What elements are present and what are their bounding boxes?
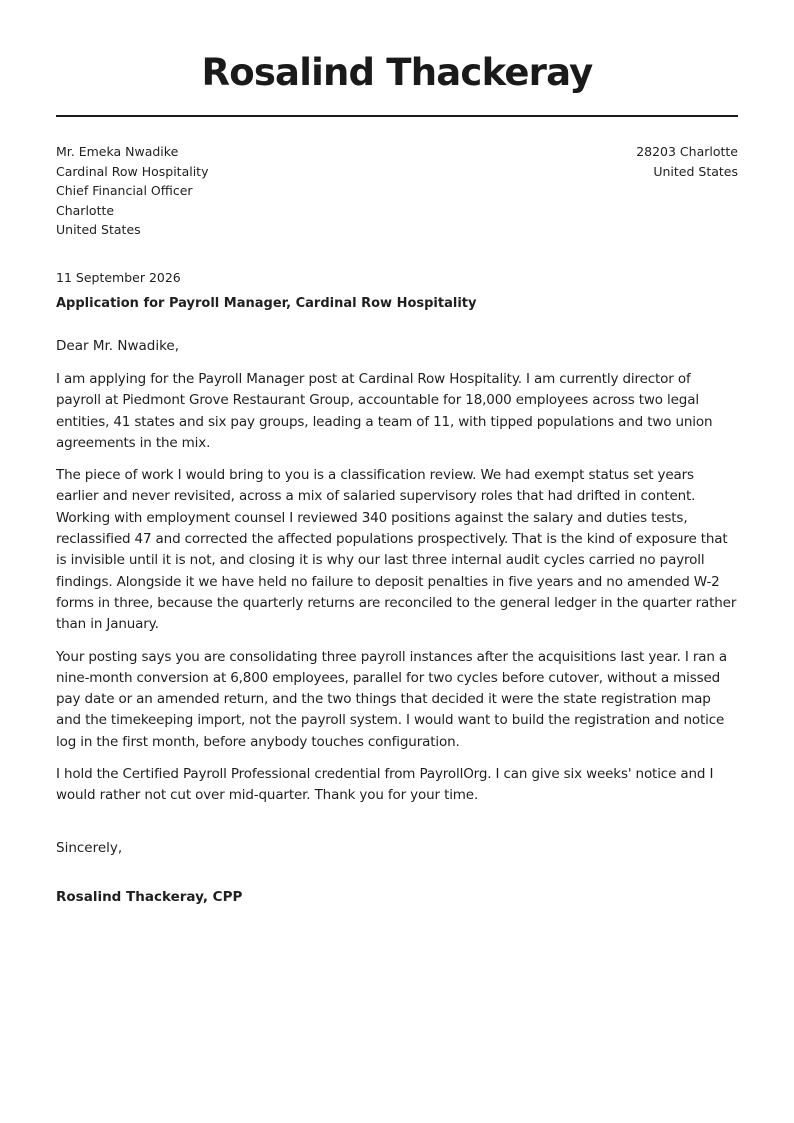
body-paragraph-4: I hold the Certified Payroll Professional credential from PayrollOrg. I can give six weeks' notice and I would rather not cut over mid-quarter. Thank you for your time.	[56, 766, 714, 804]
address-block	[56, 142, 738, 240]
letter-date: 11 September 2026	[56, 269, 181, 285]
recipient-address	[56, 142, 208, 240]
letter-body	[56, 369, 738, 807]
sender-postal-city: 28203 Charlotte	[636, 144, 738, 159]
body-paragraph-1: I am applying for the Payroll Manager post at Cardinal Row Hospitality. I am currently director of payroll at Piedmont Grove Restaurant Group, accountable for 18,000 employees across two legal entities, 41 states and six pay groups, leading a team of 11, with tipped populations and two union agreements in the mix.	[56, 370, 713, 451]
recipient-title: Chief Financial Officer	[56, 183, 193, 199]
salutation: Dear Mr. Nwadike,	[56, 337, 180, 354]
recipient-city: Charlotte	[56, 202, 115, 218]
sender-address	[636, 142, 738, 240]
closing: Sincerely,	[56, 839, 123, 856]
recipient-name: Mr. Emeka Nwadike	[56, 144, 179, 159]
signature: Rosalind Thackeray, CPP	[56, 888, 243, 905]
letter-subject: Application for Payroll Manager, Cardinal Row Hospitality	[56, 295, 477, 311]
header-divider	[56, 115, 738, 117]
applicant-name-heading: Rosalind Thackeray	[201, 51, 593, 94]
sender-country: United States	[653, 163, 738, 179]
body-paragraph-3: Your posting says you are consolidating three payroll instances after the acquisitions last year. I ran a nine-month conversion at 6,800 employees, parallel for two cycles before cutover, without a missed pay date or an amended return, and the two things that decided it were the state registration map and the timekeeping import, not the payroll system. I would want to build the registration and notice log in the first month, before anybody touches configuration.	[56, 648, 728, 750]
recipient-company: Cardinal Row Hospitality	[56, 163, 209, 179]
body-paragraph-2: The piece of work I would bring to you is a classification review. We had exempt status set years earlier and never revisited, across a mix of salaried supervisory roles that had drifted in content. Working with employment counsel I reviewed 340 positions against the salary and duties tests, reclassified 47 and corrected the affected populations prospectively. That is the kind of exposure that is invisible until it is not, and closing it is why our last three internal audit cycles carried no payroll findings. Alongside it we have held no failure to deposit penalties in five years and no amended W-2 forms in three, because the quarterly returns are reconciled to the general ledger in the quarter rather than in January.	[56, 467, 737, 633]
recipient-country: United States	[56, 222, 141, 238]
